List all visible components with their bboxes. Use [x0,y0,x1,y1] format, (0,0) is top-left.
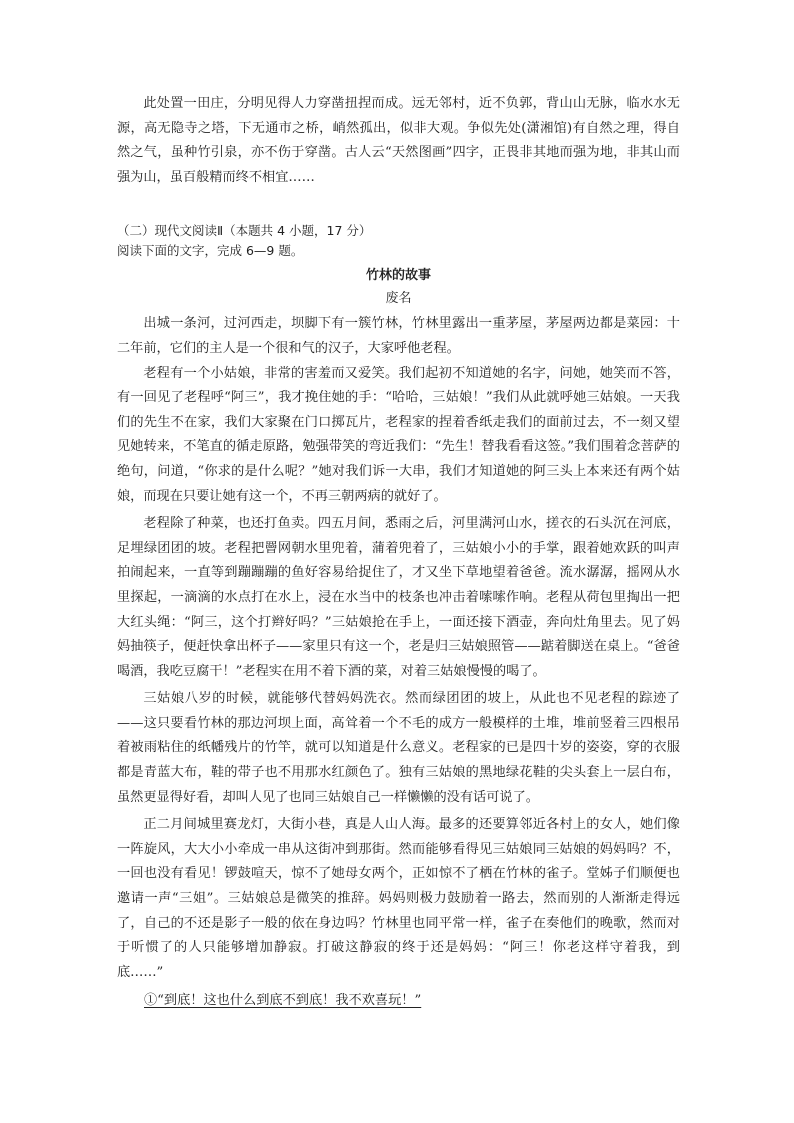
story-paragraph: 正二月间城里赛龙灯，大街小巷，真是人山人海。最多的还要算邻近各村上的女人，她们像一阵旋风，大大小小牵成一串从这街冲到那街。然而能够看得见三姑娘同三姑娘的妈妈吗？不，一回也没有看见！锣鼓喧天，惊不了她母女两个，正如惊不了栖在竹林的雀子。堂姊子们顺便也邀请一声“三姐”。三姑娘总是微笑的推辞。妈妈则极力鼓励着一路去，然而别的人渐渐走得远了，自己的不还是影子一般的依在身边吗？竹林里也同平常一样，雀子在奏他们的晚歌，然而对于听惯了的人只能够增加静寂。打破这静寂的终于还是妈妈：“阿三！你老这样守着我，到底……” [117,817,680,980]
question-text: ①“到底！这也什么到底不到底！我不欢喜玩！” [144,993,422,1009]
story-paragraph: 老程除了种菜，也还打鱼卖。四五月间，悉雨之后，河里满河山水，搓衣的石头沉在河底，足埋绿团团的坡。老程把罾网朝水里兜着，蒲着兜着了，三姑娘小小的手掌，跟着她欢跃的叫声拍闹起来，一直等到蹦蹦蹦的鱼好容易给捉住了，才又坐下草地望着爸爸。流水潺潺，摇网从水里探起，一滴滴的水点打在水上，浸在水当中的枝条也冲击着嗦嗦作响。老程从荷包里掏出一把大红头绳：“阿三，这个打辫好吗？”三姑娘抢在手上，一面还接下酒壶，奔向灶角里去。见了妈妈抽筷子，便赶快拿出杯子——家里只有这一个，老是归三姑娘照管——踮着脚送在桌上。“爸爸喝酒，我吃豆腐干！”老程实在用不着下酒的菜，对着三姑娘慢慢的喝了。 [117,516,680,679]
story-paragraph: 三姑娘八岁的时候，就能够代替妈妈洗衣。然而绿团团的坡上，从此也不见老程的踪迹了——这只要看竹林的那边河坝上面，高耸着一个不毛的成方一般模样的土堆，堆前竖着三四根吊着被雨粘住的纸幡残片的竹竿，就可以知道是什么意义。老程家的已是四十岁的姿姿，穿的衣服都是青蓝大布，鞋的带子也不用那水红颜色了。独有三姑娘的黑地绿花鞋的尖头套上一层白布，虽然更显得好看，却叫人见了也同三姑娘自己一样懒懒的没有话可说了。 [117,691,680,805]
story-author: 废名 [385,291,412,307]
story-paragraph: 老程有一个小姑娘，非常的害羞而又爱笑。我们起初不知道她的名字，问她，她笑而不答，有一回见了老程呼“阿三”，我才挽住她的手：“哈哈，三姑娘！”我们从此就呼她三姑娘。一天我们的先生不在家，我们大家聚在门口掷瓦片，老程家的捏着香纸走我们的面前过去，不一刻又望见她转来，不笔直的循走原路，勉强带笑的弯近我们：“先生！替我看看这签。”我们围着念菩萨的绝句，问道，“你求的是什么呢？”她对我们诉一大串，我们才知道她的阿三头上本来还有两个姑娘，而现在只要让她有这一个，不再三朝两病的就好了。 [117,365,680,504]
reading-instruction: 阅读下面的文字，完成 6—9 题。 [117,243,304,259]
underlined-question [144,989,680,1013]
exam-page [117,92,680,1013]
section-heading: （二）现代文阅读Ⅱ（本题共 4 小题，17 分） [117,223,372,239]
intro-paragraph: 此处置一田庄，分明见得人力穿凿扭捏而成。远无邻村，近不负郭，背山山无脉，临水水无源，高无隐寺之塔，下无通市之桥，峭然孤出，似非大观。争似先处(潇湘馆)有自然之理，得自然之气，虽种竹引泉，亦不伤于穿凿。古人云“天然图画”四字，正畏非其地而强为地，非其山而强为山，虽百般精而终不相宜…… [117,96,680,185]
story-title: 竹林的故事 [365,268,431,284]
story-paragraph: 出城一条河，过河西走，坝脚下有一簇竹林，竹林里露出一重茅屋，茅屋两边都是菜园：十二年前，它们的主人是一个很和气的汉子，大家呼他老程。 [117,316,680,356]
